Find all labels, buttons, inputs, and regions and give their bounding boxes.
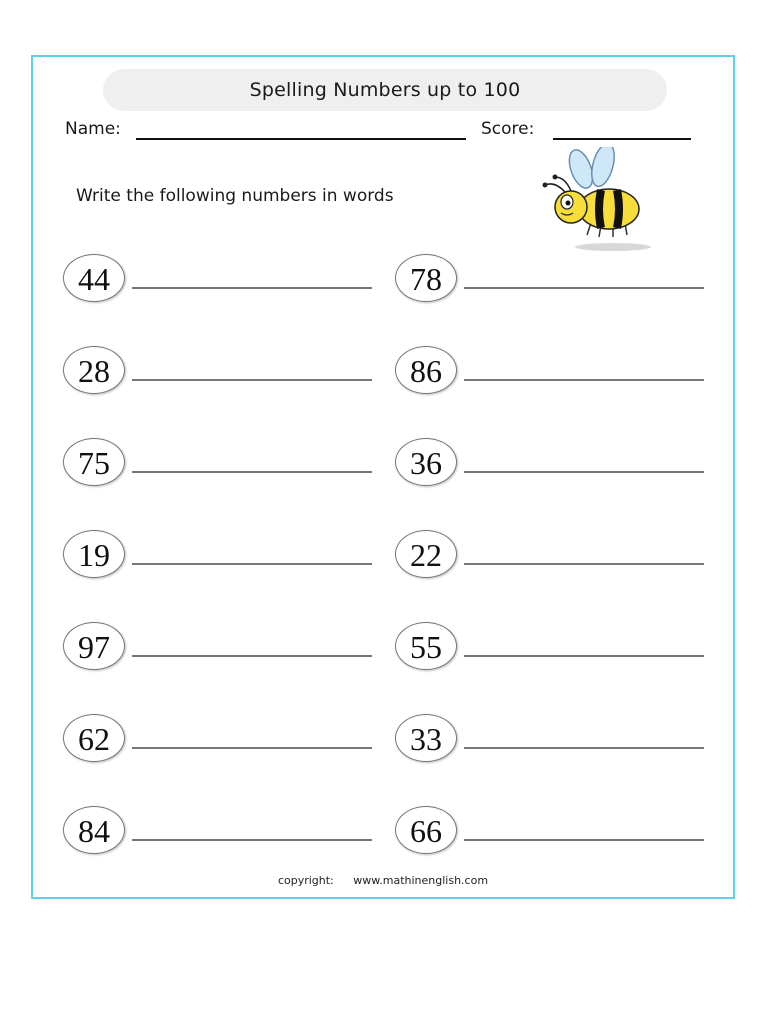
score-field[interactable] [553,138,691,140]
answer-line[interactable] [464,747,704,749]
number-bubble [395,530,457,578]
number-bubble [395,254,457,302]
copyright-label: copyright: [277,874,334,887]
worksheet-page [31,55,735,899]
answer-line[interactable] [464,563,704,565]
number-item [395,438,725,488]
number-item [395,622,725,672]
number-item [63,346,393,396]
number-value: 36 [410,445,442,481]
answer-line[interactable] [464,839,704,841]
number-item [395,254,725,304]
number-value: 86 [410,353,442,389]
instruction-text: Write the following numbers in words [76,186,394,206]
score-label: Score: [481,119,535,139]
number-value: 28 [78,353,110,389]
number-bubble [395,346,457,394]
number-value: 84 [78,813,110,849]
number-bubble [63,530,125,578]
number-item [63,806,393,856]
answer-line[interactable] [464,655,704,657]
answer-line[interactable] [132,471,372,473]
number-value: 62 [78,721,110,757]
answer-line[interactable] [464,379,704,381]
number-item [63,622,393,672]
number-value: 78 [410,261,442,297]
number-bubble [63,622,125,670]
answer-line[interactable] [132,287,372,289]
answer-line[interactable] [464,287,704,289]
number-bubble [63,438,125,486]
footer [33,874,733,887]
name-label: Name: [65,119,121,139]
number-value: 75 [78,445,110,481]
answer-line[interactable] [132,379,372,381]
number-bubble [395,806,457,854]
website-link[interactable]: www.mathinenglish.com [353,874,489,887]
title-banner [103,69,667,111]
number-bubble [395,438,457,486]
number-value: 55 [410,629,442,665]
number-value: 97 [78,629,110,665]
number-bubble [63,254,125,302]
number-value: 44 [78,261,110,297]
answer-line[interactable] [132,563,372,565]
number-value: 19 [78,537,110,573]
number-item [63,714,393,764]
number-value: 33 [410,721,442,757]
number-bubble [63,346,125,394]
number-bubble [395,714,457,762]
number-bubble [395,622,457,670]
number-item [395,530,725,580]
number-bubble [63,714,125,762]
number-item [395,346,725,396]
answer-line[interactable] [132,747,372,749]
number-item [63,530,393,580]
number-bubble [63,806,125,854]
name-field[interactable] [136,138,466,140]
number-item [63,254,393,304]
answer-line[interactable] [132,839,372,841]
worksheet-title: Spelling Numbers up to 100 [249,79,521,101]
bee-icon [521,147,661,257]
number-item [395,806,725,856]
number-value: 66 [410,813,442,849]
number-value: 22 [410,537,442,573]
number-item [395,714,725,764]
answer-line[interactable] [132,655,372,657]
answer-line[interactable] [464,471,704,473]
number-item [63,438,393,488]
